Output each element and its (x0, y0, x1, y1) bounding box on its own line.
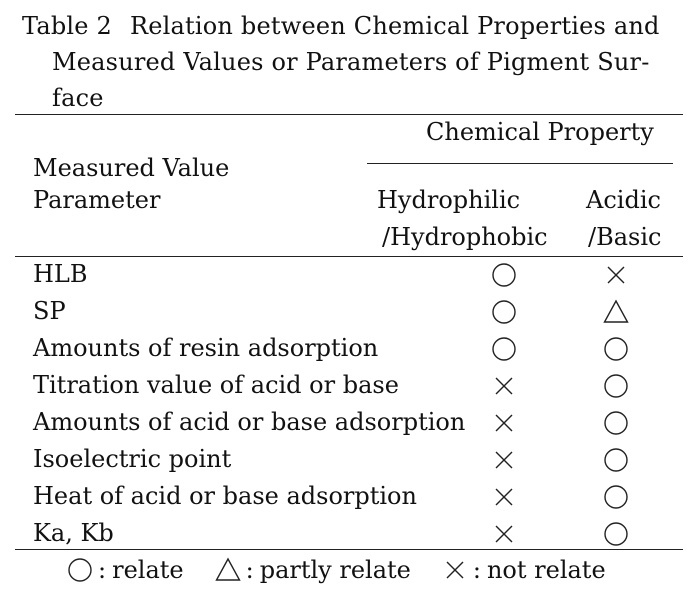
table-row (33, 515, 673, 551)
hydrophilic-circle-icon (490, 298, 518, 326)
column-header-hydrophilic-line-2: /Hydrophobic (382, 223, 548, 251)
column-group-header: Chemical Property (426, 118, 654, 146)
table-caption (22, 8, 682, 116)
caption-line-3: face (52, 84, 104, 112)
acidic-circle-icon (602, 520, 630, 548)
table-row (33, 404, 673, 440)
acidic-circle-icon (602, 335, 630, 363)
hydrophilic-cross-icon (490, 409, 518, 437)
hydrophilic-circle-icon (490, 335, 518, 363)
column-header-acidic-line-1: Acidic (586, 186, 661, 214)
row-parameter-name: Amounts of acid or base adsorption (33, 408, 466, 436)
top-rule (15, 114, 683, 115)
table-row (33, 367, 673, 403)
row-parameter-name: HLB (33, 260, 88, 288)
hydrophilic-circle-icon (490, 261, 518, 289)
legend-colon: : (245, 556, 254, 584)
acidic-circle-icon (602, 483, 630, 511)
bottom-rule (15, 549, 683, 550)
row-parameter-name: SP (33, 297, 66, 325)
legend-partly-relate-label: partly relate (259, 556, 411, 584)
row-header-line-2: Parameter (33, 186, 161, 214)
acidic-circle-icon (602, 446, 630, 474)
legend-colon: : (98, 556, 107, 584)
hydrophilic-cross-icon (490, 372, 518, 400)
table-row (33, 293, 673, 329)
acidic-circle-icon (602, 372, 630, 400)
table-row (33, 330, 673, 366)
acidic-circle-icon (602, 409, 630, 437)
table-label: Table 2 (22, 12, 112, 40)
acidic-triangle-icon (602, 298, 630, 326)
legend-triangle-icon (214, 556, 242, 584)
hydrophilic-cross-icon (490, 446, 518, 474)
table-row (33, 256, 673, 292)
row-parameter-name: Isoelectric point (33, 445, 232, 473)
legend-colon: : (472, 556, 481, 584)
row-parameter-name: Ka, Kb (33, 519, 114, 547)
column-header-hydrophilic-line-1: Hydrophilic (377, 186, 521, 214)
row-header-line-1: Measured Value (33, 154, 230, 182)
legend-cross-icon (441, 556, 469, 584)
hydrophilic-cross-icon (490, 483, 518, 511)
table-row (33, 478, 673, 514)
row-parameter-name: Heat of acid or base adsorption (33, 482, 417, 510)
hydrophilic-cross-icon (490, 520, 518, 548)
table-row (33, 441, 673, 477)
legend-circle-icon (66, 556, 94, 584)
legend-relate-label: relate (112, 556, 184, 584)
row-parameter-name: Amounts of resin adsorption (33, 334, 379, 362)
legend (66, 552, 606, 588)
acidic-cross-icon (602, 261, 630, 289)
caption-line-2: Measured Values or Parameters of Pigment Sur- (52, 48, 650, 76)
row-parameter-name: Titration value of acid or base (33, 371, 399, 399)
caption-line-1: Relation between Chemical Properties and (130, 12, 660, 40)
group-subrule (367, 163, 673, 164)
legend-not-relate-label: not relate (486, 556, 606, 584)
column-header-acidic-line-2: /Basic (588, 223, 662, 251)
